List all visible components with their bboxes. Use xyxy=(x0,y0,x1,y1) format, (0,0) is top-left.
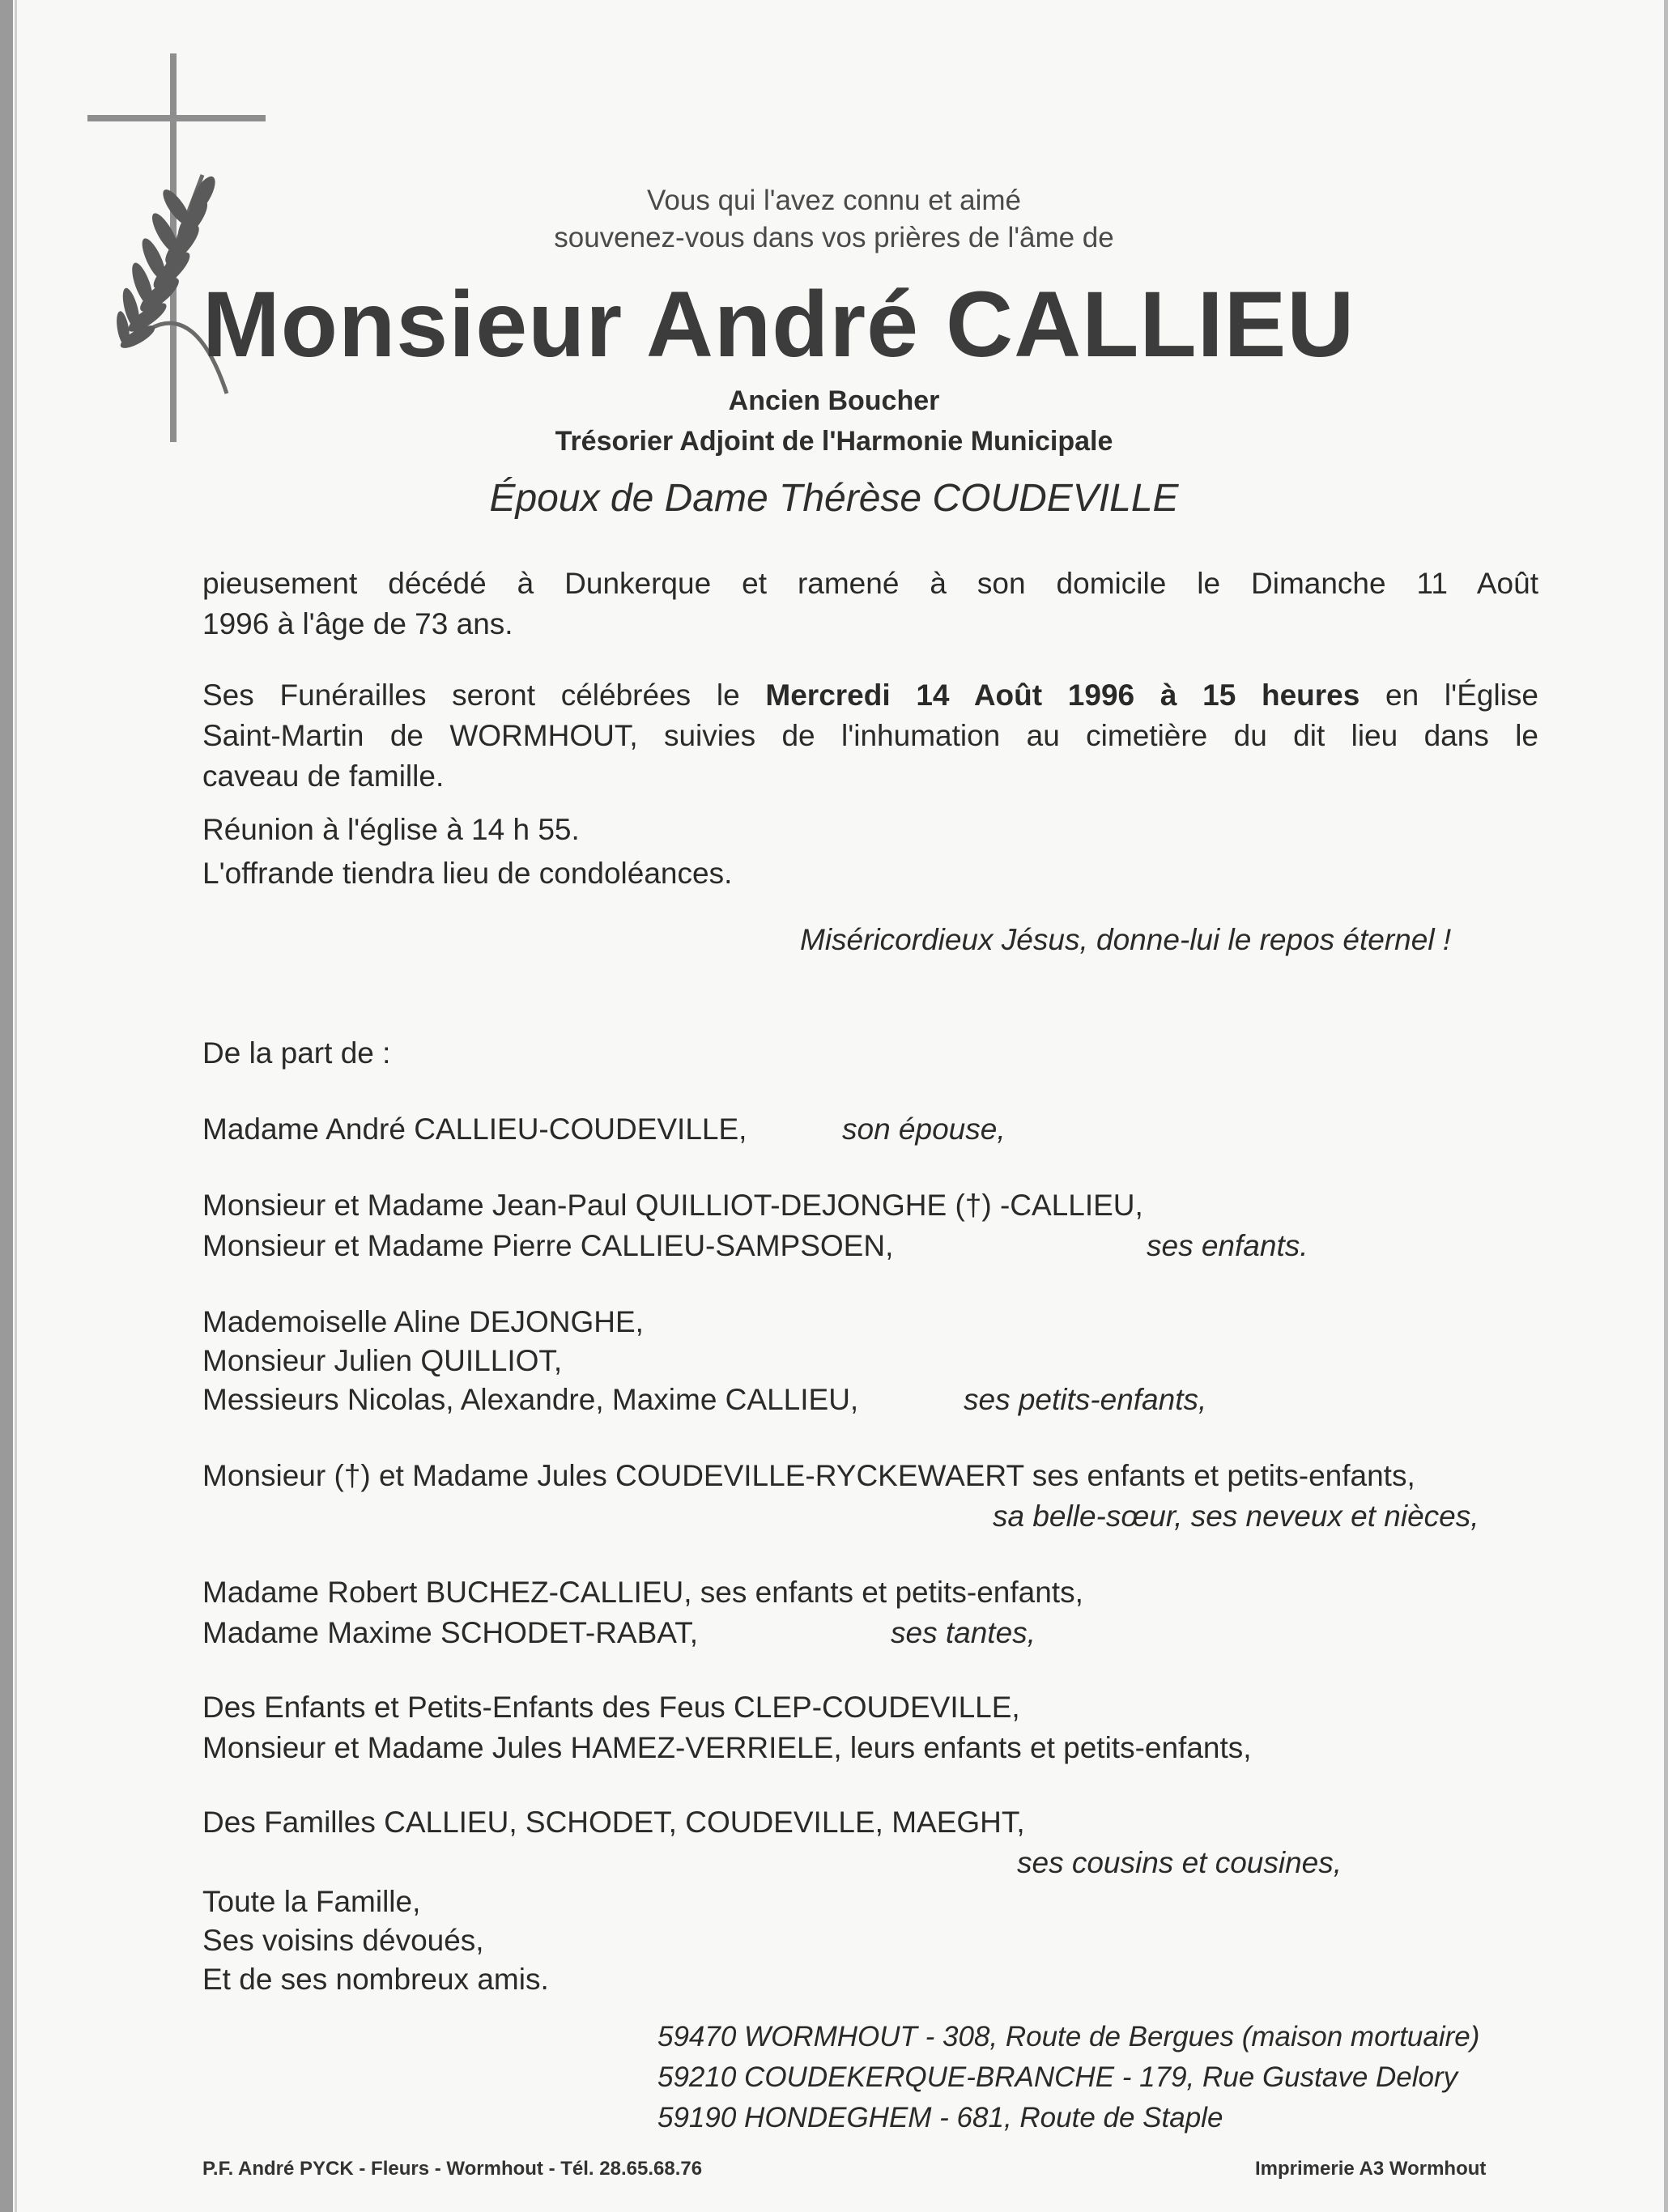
aunt-2: Madame Maxime SCHODET-RABAT, xyxy=(202,1616,698,1649)
funeral-line-1-pre: Ses Funérailles seront célébrées le xyxy=(202,678,766,712)
deceased-title-2: Trésorier Adjoint de l'Harmonie Municipale xyxy=(555,426,1113,457)
prayer-text: Miséricordieux Jésus, donne-lui le repos éternel ! xyxy=(800,923,1452,956)
children-role: ses enfants. xyxy=(1147,1229,1308,1262)
page-border-left-inner xyxy=(15,0,17,2212)
inlaw-role: sa belle-sœur, ses neveux et nièces, xyxy=(993,1499,1479,1533)
address-3-street: - 681, Route de Staple xyxy=(931,2102,1223,2133)
grandchild-3: Messieurs Nicolas, Alexandre, Maxime CALLIEU, xyxy=(202,1383,859,1416)
funeral-line-1 xyxy=(202,678,1538,713)
cousins-role: ses cousins et cousines, xyxy=(1017,1846,1342,1879)
funeral-line-3: caveau de famille. xyxy=(202,759,445,793)
intro-line-1: Vous qui l'avez connu et aimé xyxy=(647,185,1021,216)
all-family: Toute la Famille, xyxy=(202,1885,421,1918)
neighbors: Ses voisins dévoués, xyxy=(202,1924,484,1957)
deceased-title-1: Ancien Boucher xyxy=(728,385,940,416)
friends: Et de ses nombreux amis. xyxy=(202,1963,549,1996)
address-1-street: - 308, Route de Bergues (maison mortuaire) xyxy=(917,2021,1480,2052)
address-2-street: - 179, Rue Gustave Delory xyxy=(1114,2061,1458,2093)
deceased-name: Monsieur André CALLIEU xyxy=(202,273,1355,376)
child-2: Monsieur et Madame Pierre CALLIEU-SAMPSOEN, xyxy=(202,1229,894,1262)
families-line: Des Familles CALLIEU, SCHODET, COUDEVILLE, MAEGHT, xyxy=(202,1806,1025,1839)
footer-funeral-home: P.F. André PYCK - Fleurs - Wormhout - Tél. 28.65.68.76 xyxy=(202,2158,703,2180)
wife-role: son épouse, xyxy=(842,1112,1006,1146)
wife-name: Madame André CALLIEU-COUDEVILLE, xyxy=(202,1112,747,1146)
funeral-date: Mercredi 14 Août 1996 à 15 heures xyxy=(765,678,1360,712)
grandchildren-role: ses petits-enfants, xyxy=(964,1383,1207,1416)
grandchild-1: Mademoiselle Aline DEJONGHE, xyxy=(202,1305,644,1338)
offering-text: L'offrande tiendra lieu de condoléances. xyxy=(202,857,733,890)
funeral-line-2: Saint-Martin de WORMHOUT, suivies de l'inhumation au cimetière du dit lieu dans le xyxy=(202,719,1538,752)
aunts-role: ses tantes, xyxy=(891,1616,1036,1649)
deceased-spouse: Époux de Dame Thérèse COUDEVILLE xyxy=(489,477,1179,520)
intro-line-2: souvenez-vous dans vos prières de l'âme de xyxy=(554,222,1114,253)
address-3-place: 59190 HONDEGHEM xyxy=(657,2102,932,2133)
address-1 xyxy=(657,2021,1479,2053)
family-intro: De la part de : xyxy=(202,1036,391,1070)
address-2-place: 59210 COUDEKERQUE-BRANCHE xyxy=(657,2061,1115,2093)
address-1-place: 59470 WORMHOUT xyxy=(657,2021,917,2052)
death-line-2: 1996 à l'âge de 73 ans. xyxy=(202,607,513,640)
relatives-1: Des Enfants et Petits-Enfants des Feus CLEP-COUDEVILLE, xyxy=(202,1691,1020,1724)
child-1: Monsieur et Madame Jean-Paul QUILLIOT-DEJONGHE (†) -CALLIEU, xyxy=(202,1189,1143,1222)
page-border-right xyxy=(1664,0,1668,2212)
relatives-2: Monsieur et Madame Jules HAMEZ-VERRIELE, leurs enfants et petits-enfants, xyxy=(202,1731,1252,1764)
footer-printer: Imprimerie A3 Wormhout xyxy=(1255,2158,1487,2180)
inlaw-line: Monsieur (†) et Madame Jules COUDEVILLE-RYCKEWAERT ses enfants et petits-enfants, xyxy=(202,1459,1415,1492)
death-line-1: pieusement décédé à Dunkerque et ramené à son domicile le Dimanche 11 Août xyxy=(202,567,1538,600)
grandchild-2: Monsieur Julien QUILLIOT, xyxy=(202,1344,563,1377)
aunt-1: Madame Robert BUCHEZ-CALLIEU, ses enfants et petits-enfants, xyxy=(202,1576,1083,1609)
address-3 xyxy=(657,2102,1223,2134)
funeral-line-1-post: en l'Église xyxy=(1360,678,1538,712)
page-border-left xyxy=(0,0,13,2212)
address-2 xyxy=(657,2061,1457,2094)
meeting-text: Réunion à l'église à 14 h 55. xyxy=(202,813,580,846)
